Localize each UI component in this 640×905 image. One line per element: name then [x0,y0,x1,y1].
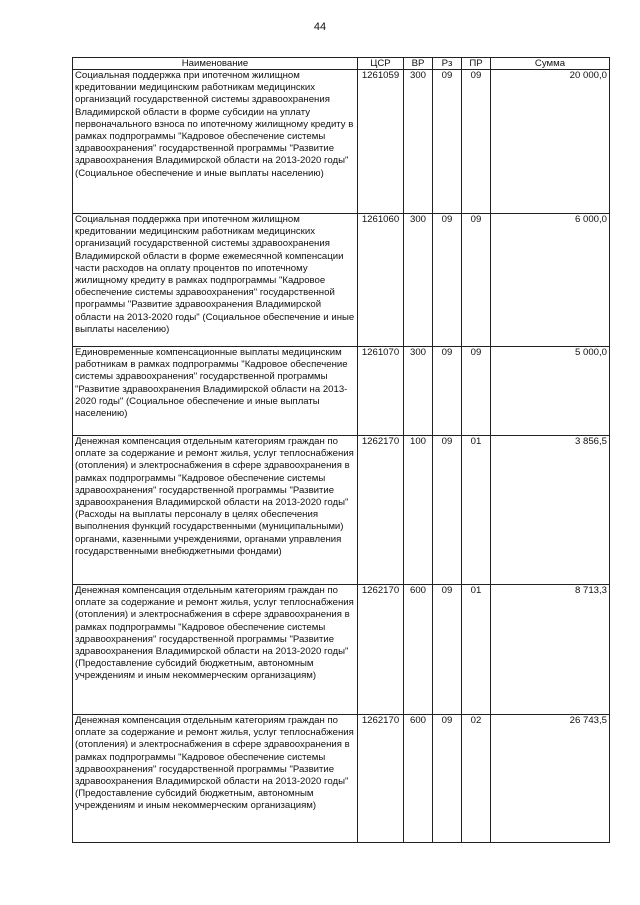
table-row [73,436,610,585]
row-sum: 20 000,0 [491,70,610,214]
row-name: Денежная компенсация отдельным категориям граждан по оплате за содержание и ремонт жилья, услуг теплоснабжения (отопления) и электроснабжения в сфере здравоохранения в рамках подпрограммы "Кадровое обеспечение системы здравоохранения" государственной программы "Развитие здравоохранения Владимирской области на 2013-2020 годы" (Предоставление субсидий бюджетным, автономным учреждениям и иным некоммерческим организациям) [73,585,358,715]
row-csr: 1261060 [358,214,404,347]
row-csr: 1262170 [358,715,404,843]
row-name: Денежная компенсация отдельным категориям граждан по оплате за содержание и ремонт жилья, услуг теплоснабжения (отопления) и электроснабжения в сфере здравоохранения в рамках подпрограммы "Кадровое обеспечение системы здравоохранения" государственной программы "Развитие здравоохранения Владимирской области на 2013-2020 годы" (Расходы на выплаты персоналу в целях обеспечения выполнения функций государственными (муниципальными) органами, казенными учреждениями, органами управления государственными внебюджетными фондами) [73,436,358,585]
row-csr: 1262170 [358,585,404,715]
table-row [73,70,610,214]
row-vr: 300 [404,347,433,436]
row-rz: 09 [433,436,462,585]
row-pr: 09 [462,347,491,436]
row-sum: 26 743,5 [491,715,610,843]
header-row [73,58,610,70]
row-pr: 01 [462,436,491,585]
row-name: Социальная поддержка при ипотечном жилищном кредитовании медицинским работникам медицинских организаций государственной системы здравоохранения Владимирской области в форме ежемесячной компенсации части расходов на оплату процентов по ипотечному жилищному кредиту в рамках подпрограммы "Кадровое обеспечение системы здравоохранения" государственной программы "Развитие здравоохранения Владимирской области на 2013-2020 годы" (Социальное обеспечение и иные выплаты населению) [73,214,358,347]
row-rz: 09 [433,214,462,347]
row-rz: 09 [433,347,462,436]
row-vr: 600 [404,585,433,715]
row-pr: 09 [462,214,491,347]
header-rz: Рз [433,58,462,70]
page-number: 44 [313,21,327,33]
header-name: Наименование [73,58,358,70]
row-vr: 100 [404,436,433,585]
table-row [73,585,610,715]
header-vr: ВР [404,58,433,70]
row-pr: 09 [462,70,491,214]
row-vr: 300 [404,214,433,347]
row-rz: 09 [433,585,462,715]
budget-table [72,57,610,843]
row-sum: 8 713,3 [491,585,610,715]
row-sum: 5 000,0 [491,347,610,436]
table-row [73,347,610,436]
row-csr: 1262170 [358,436,404,585]
row-vr: 600 [404,715,433,843]
row-sum: 6 000,0 [491,214,610,347]
row-csr: 1261070 [358,347,404,436]
row-pr: 02 [462,715,491,843]
row-name: Единовременные компенсационные выплаты медицинским работникам в рамках подпрограммы "Кадровое обеспечение системы здравоохранения" государственной программы "Развитие здравоохранения Владимирской области на 2013-2020 годы" (Социальное обеспечение и иные выплаты населению) [73,347,358,436]
row-csr: 1261059 [358,70,404,214]
row-name: Денежная компенсация отдельным категориям граждан по оплате за содержание и ремонт жилья, услуг теплоснабжения (отопления) и электроснабжения в сфере здравоохранения в рамках подпрограммы "Кадровое обеспечение системы здравоохранения" государственной программы "Развитие здравоохранения Владимирской области на 2013-2020 годы" (Предоставление субсидий бюджетным, автономным учреждениям и иным некоммерческим организациям) [73,715,358,843]
table-row [73,715,610,843]
row-pr: 01 [462,585,491,715]
table-header [73,58,610,70]
header-sum: Сумма [491,58,610,70]
row-sum: 3 856,5 [491,436,610,585]
table-body [73,70,610,843]
row-vr: 300 [404,70,433,214]
header-csr: ЦСР [358,58,404,70]
row-rz: 09 [433,715,462,843]
row-rz: 09 [433,70,462,214]
row-name: Социальная поддержка при ипотечном жилищном кредитовании медицинским работникам медицинских организаций государственной системы здравоохранения Владимирской области в форме субсидии на уплату первоначального взноса по ипотечному жилищному кредиту в рамках подпрограммы "Кадровое обеспечение системы здравоохранения" государственной программы "Развитие здравоохранения Владимирской области на 2013-2020 годы" (Социальное обеспечение и иные выплаты населению) [73,70,358,214]
table-row [73,214,610,347]
header-pr: ПР [462,58,491,70]
